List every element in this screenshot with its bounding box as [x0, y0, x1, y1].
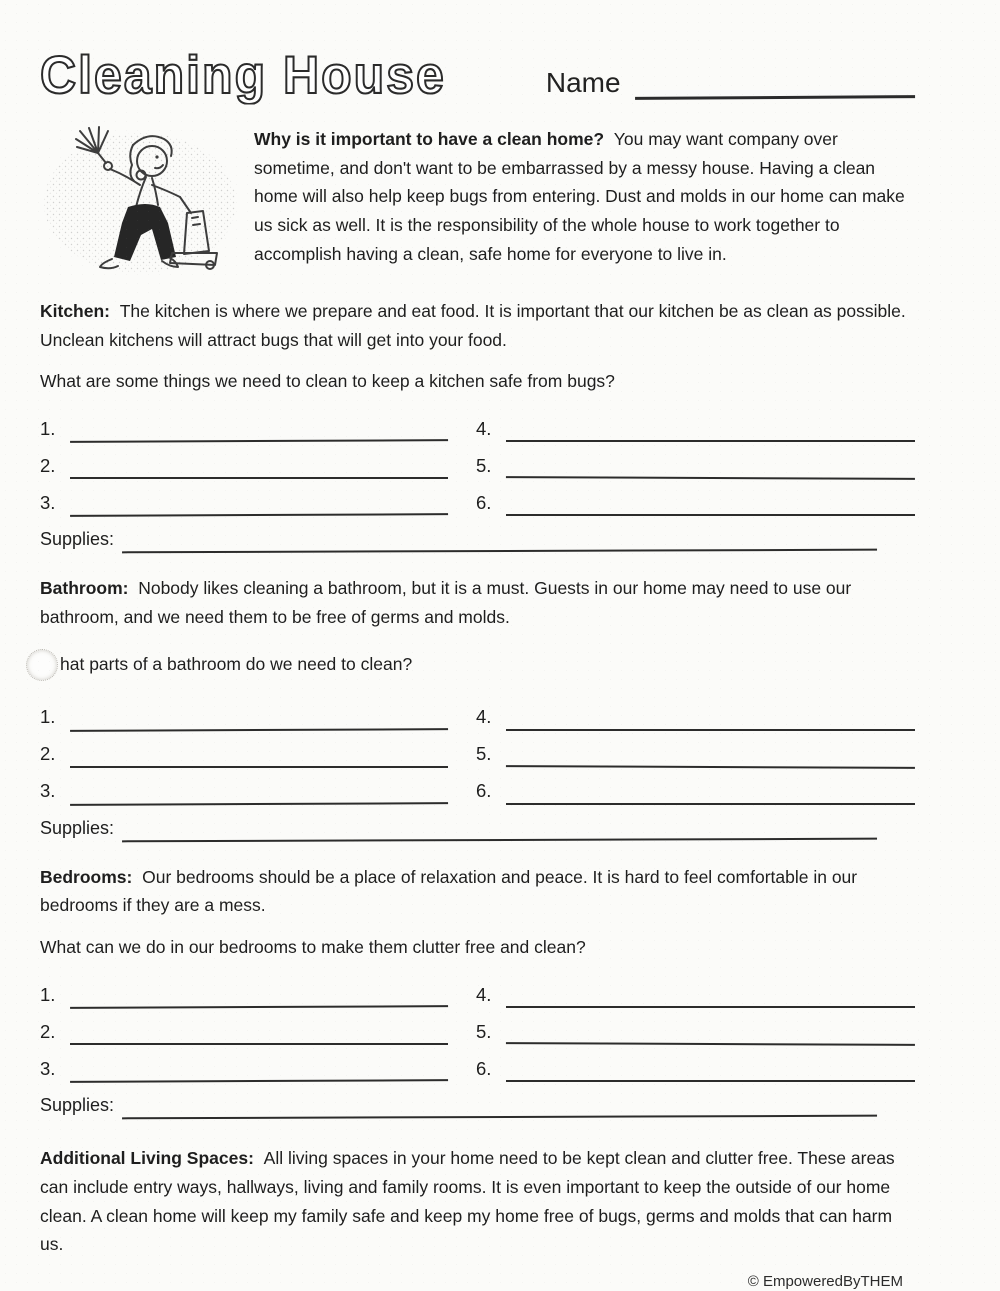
intro-section — [40, 123, 915, 275]
answer-row — [40, 442, 915, 479]
answer-blank-4[interactable] — [506, 705, 915, 731]
answer-row — [40, 1008, 915, 1045]
bathroom-supplies — [40, 817, 915, 841]
supplies-blank[interactable] — [122, 527, 877, 554]
answer-number: 4. — [476, 417, 492, 439]
bedrooms-question — [40, 937, 915, 958]
supplies-label: Supplies: — [40, 1095, 115, 1116]
intro-question: Why is it important to have a clean home? — [254, 129, 605, 149]
section-kitchen — [40, 297, 915, 552]
bathroom-heading: Bathroom: — [40, 578, 129, 599]
answer-number: 2. — [40, 1020, 56, 1042]
supplies-blank[interactable] — [122, 815, 877, 842]
answer-number: 6. — [476, 491, 492, 513]
answer-row — [40, 1045, 915, 1082]
bedrooms-paragraph — [40, 863, 915, 920]
answer-number: 4. — [476, 706, 492, 728]
answer-row — [40, 768, 915, 805]
answer-number: 6. — [476, 1057, 492, 1079]
answer-number: 5. — [476, 454, 492, 476]
bathroom-paragraph — [40, 574, 915, 631]
supplies-label: Supplies: — [40, 529, 115, 550]
name-field — [546, 67, 915, 103]
page-title: Cleaning House — [40, 45, 446, 105]
answer-blank-5[interactable] — [506, 741, 915, 769]
bedrooms-question-text: What can we do in our bedrooms to make them clutter free and clean? — [40, 937, 586, 958]
answer-number: 4. — [476, 983, 492, 1005]
answer-blank-2[interactable] — [70, 742, 448, 768]
answer-blank-2[interactable] — [70, 453, 448, 479]
answer-blank-5[interactable] — [506, 1018, 915, 1046]
answer-row — [40, 405, 915, 442]
answer-blank-1[interactable] — [70, 416, 448, 444]
answer-blank-5[interactable] — [506, 452, 915, 480]
bedrooms-description: Our bedrooms should be a place of relaxation and peace. It is hard to feel comfortable in our bedrooms if they are a mess. — [40, 866, 858, 916]
answer-blank-3[interactable] — [70, 778, 448, 806]
bathroom-description: Nobody likes cleaning a bathroom, but it is a must. Guests in our home may need to use our bathroom, and we need them to be free of germs and molds. — [40, 578, 852, 628]
living-spaces-heading: Additional Living Spaces: — [40, 1148, 254, 1169]
living-spaces-paragraph — [40, 1144, 915, 1259]
kitchen-question-text: What are some things we need to clean to keep a kitchen safe from bugs? — [40, 371, 615, 392]
answer-number: 1. — [40, 983, 56, 1005]
bathroom-question-text: hat parts of a bathroom do we need to clean? — [60, 654, 413, 675]
answer-blank-6[interactable] — [506, 779, 915, 805]
kitchen-answers — [40, 405, 915, 516]
bedrooms-heading: Bedrooms: — [40, 866, 133, 887]
answer-number: 3. — [40, 780, 56, 802]
answer-number: 5. — [476, 1020, 492, 1042]
kitchen-description: The kitchen is where we prepare and eat food. It is important that our kitchen be as clean as possible. Unclean kitchens will attract bugs that will get into your food. — [40, 301, 906, 350]
supplies-label: Supplies: — [40, 817, 115, 838]
bedrooms-supplies — [40, 1094, 915, 1118]
kitchen-supplies — [40, 528, 915, 552]
answer-blank-3[interactable] — [70, 490, 448, 518]
answer-blank-3[interactable] — [70, 1055, 448, 1083]
answer-blank-4[interactable] — [506, 982, 915, 1008]
answer-row — [40, 731, 915, 768]
answer-blank-1[interactable] — [70, 981, 448, 1009]
answer-number: 3. — [40, 1057, 56, 1079]
section-bedrooms — [40, 863, 915, 1118]
bathroom-answers — [40, 694, 915, 805]
woman-vacuuming-icon — [40, 123, 236, 275]
supplies-blank[interactable] — [122, 1093, 877, 1120]
bedrooms-answers — [40, 971, 915, 1082]
answer-number: 1. — [40, 706, 56, 728]
name-label: Name — [545, 67, 621, 98]
kitchen-paragraph — [40, 297, 915, 354]
living-spaces-text: All living spaces in your home need to be kept clean and clutter free. These areas can include entry ways, hallways, living and family rooms. It is even important to keep the outside of our home clean. A clean home will keep my family safe and keep my home free of bugs, germs and molds that can harm us. — [40, 1148, 895, 1255]
answer-blank-6[interactable] — [506, 490, 915, 516]
answer-blank-1[interactable] — [70, 704, 448, 732]
cleaning-clipart — [40, 123, 236, 275]
answer-blank-6[interactable] — [506, 1056, 915, 1082]
intro-paragraph — [254, 123, 915, 275]
answer-blank-4[interactable] — [506, 416, 915, 442]
intro-body: You may want company over sometime, and don't want to be embarrassed by a messy house. Having a clean home will also help keep bugs from entering. Dust and molds in our home can make us sick as well. It is the responsibility of the whole house to work together to accomplish having a clean, safe home for everyone to live in. — [254, 129, 905, 264]
bathroom-question — [40, 649, 915, 681]
answer-number: 5. — [476, 743, 492, 765]
section-bathroom — [40, 574, 915, 840]
copyright-notice: © EmpoweredByTHEM — [747, 1272, 903, 1290]
answer-number: 2. — [40, 743, 56, 765]
kitchen-question — [40, 371, 915, 392]
name-input-line[interactable] — [634, 72, 915, 100]
answer-number: 3. — [40, 491, 56, 513]
header — [40, 45, 915, 105]
answer-blank-2[interactable] — [70, 1019, 448, 1045]
answer-row — [40, 971, 915, 1008]
answer-number: 1. — [40, 417, 56, 439]
scan-smudge-artifact — [26, 649, 58, 681]
section-living-spaces — [40, 1144, 915, 1259]
answer-row — [40, 479, 915, 516]
answer-number: 6. — [476, 780, 492, 802]
kitchen-heading: Kitchen: — [40, 301, 110, 321]
answer-number: 2. — [40, 454, 56, 476]
answer-row — [40, 694, 915, 731]
